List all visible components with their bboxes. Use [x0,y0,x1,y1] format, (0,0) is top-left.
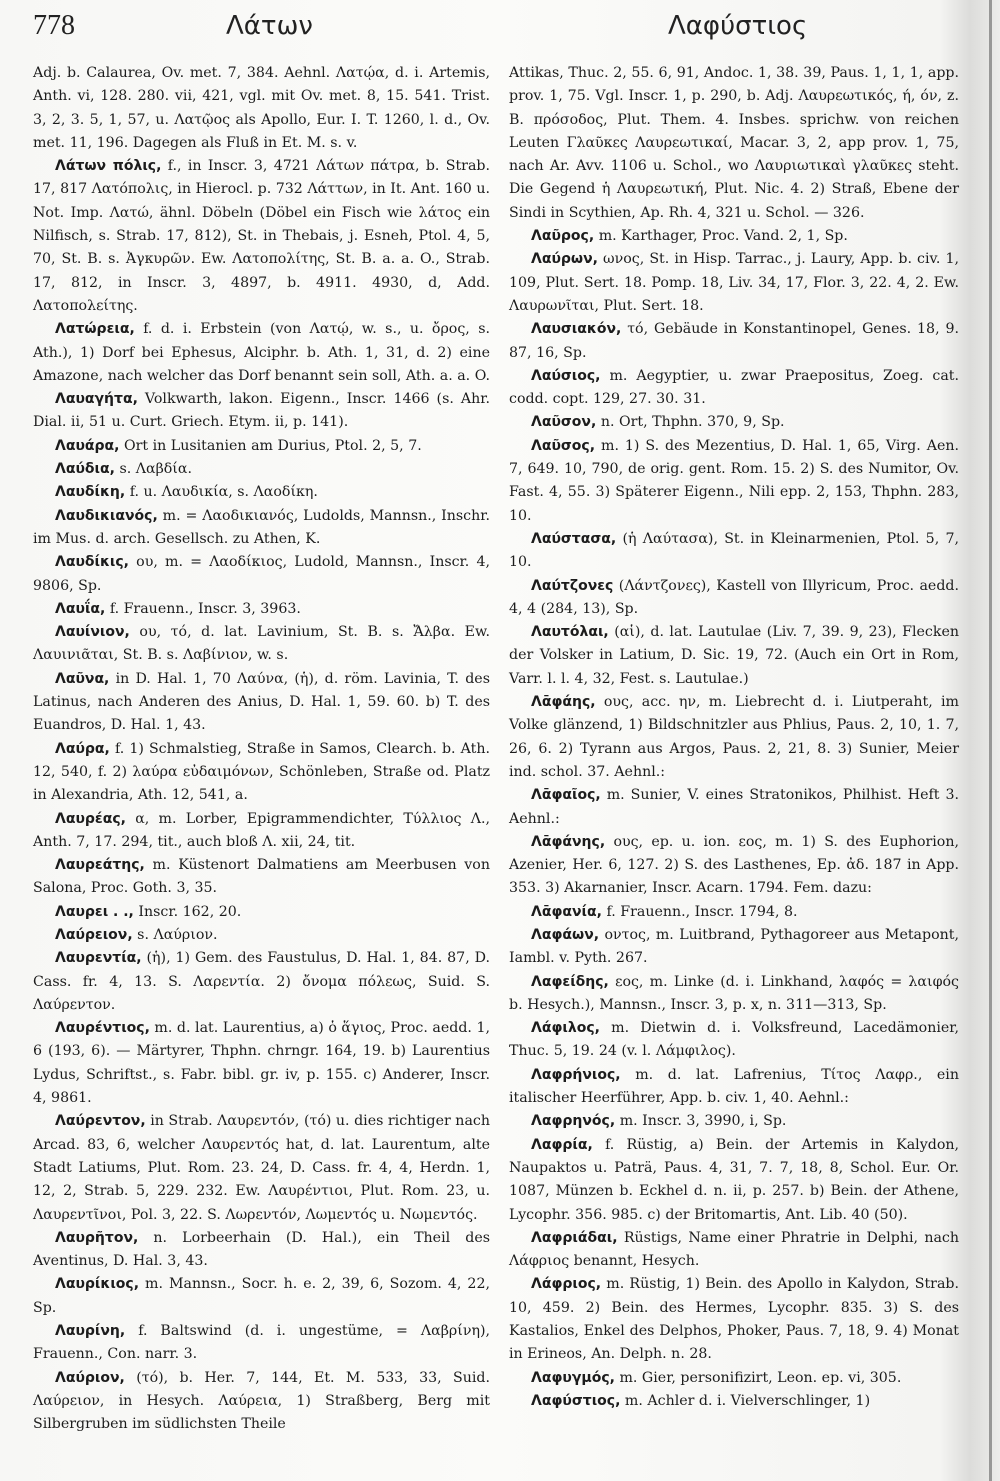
entry-lemma: Λαύρεντον, [55,1113,146,1130]
dictionary-entry [509,225,959,248]
entry-definition: s. Λαβδία. [119,461,192,478]
entry-lemma: Λαυΐα, [55,600,106,617]
page-edge-shadow [989,0,992,1481]
entry-lemma: Λατώρεια, [55,321,135,338]
entry-lemma: Λαυρῆτον, [55,1229,139,1246]
entry-lemma: Λαυρεντία, [55,950,142,967]
entry-definition: m. d. lat. Laurentius, a) ὁ ἅγιος, Proc. aedd. 1, 6 (193, 6). — Märtyrer, Thphn. chrngr. 164, 19. b) Laurentius Lydus, Schriftst., s. Fabr. bibl. gr. iv, p. 155. c) Anderer, Inscr. 4, 9861. [33,1020,490,1107]
entry-lemma: Λᾱφάης, [531,694,596,711]
entry-definition: α, m. Lorber, Epigrammendichter, Τύλλιος Λ., Anth. 7, 17. 294, tit., auch bloß Λ. xii, 24, tit. [33,810,490,850]
dictionary-entry [33,388,490,435]
dictionary-entry [509,365,959,412]
entry-definition: m. 1) S. des Mezentius, D. Hal. 1, 65, Virg. Aen. 7, 649. 10, 790, de orig. gent. Rom. 15. 2) S. des Numitor, Ov. Fast. 4, 55. 3) Späterer Eigenn., Nili epp. 2, 153, Thphn. 283, 10. [509,437,959,524]
entry-lemma: Λαύστασα, [531,530,617,547]
entry-lemma: Λαφρήνιος, [531,1066,621,1083]
entry-definition: ου, τό, d. lat. Lavinium, St. B. s. Ἄλβα. Ew. Λαυινιᾶται, St. B. s. Λαβίνιον, w. s. [33,624,490,664]
entry-lemma: Λαῦσον, [531,414,597,431]
entry-definition: f. 1) Schmalstieg, Straße in Samos, Clearch. b. Ath. 12, 540, f. 2) λαύρα εὐδαιμόνων, Schönleben, Straße od. Platz in Alexandria, Ath. 12, 541, a. [33,740,490,804]
page-number: 778 [33,10,75,41]
entry-definition: f. d. i. Erbstein (von Λατῴ, w. s., u. ὄρος, s. Ath.), 1) Dorf bei Ephesus, Alciphr. b. Ath. 1, 31, d. 2) eine Amazone, nach welcher das Dorf benannt sein soll, Ath. a. a. O. [33,321,491,384]
dictionary-entry [509,901,959,924]
entry-lemma: Λαύριον, [55,1369,125,1386]
entry-definition: (ἡ Λαύτασα), St. in Kleinarmenien, Ptol. 5, 7, 10. [509,530,960,571]
dictionary-entry [33,481,490,504]
entry-lemma: Λαύδια, [55,461,115,478]
dictionary-entry [33,435,490,458]
dictionary-entry [33,668,490,738]
entry-definition: s. Λαύριον. [137,926,218,943]
dictionary-entry [509,1110,959,1133]
dictionary-entry [33,505,490,552]
entry-lemma: Λαυαγήτα, [55,391,138,408]
dictionary-entry [509,1134,959,1227]
entry-definition: (αἱ), d. lat. Lautulae (Liv. 7, 39. 9, 23), Flecken der Volsker in Latium, D. Sic. 19, 72. (Auch ein Ort in Rom, Varr. l. l. 4, 32, Fest. s. Lautulae.) [509,624,960,687]
entry-lemma: Λαυρεάτης, [55,857,145,874]
dictionary-entry [33,947,490,1017]
dictionary-entry [33,738,490,808]
entry-lemma: Λαυρέντιος, [55,1020,150,1037]
dictionary-entry [33,155,490,318]
entry-definition: m. Mannsn., Socr. h. e. 2, 39, 6, Sozom. 4, 22, Sp. [33,1276,490,1316]
entry-definition: εος, m. Linke (d. i. Linkhand, λαφός = λαιφός b. Hesych.), Mannsn., Inscr. 3, p. x, n. 311—313, Sp. [509,973,959,1013]
dictionary-entry [509,831,959,901]
entry-lemma: Λαυίνιον, [55,624,130,641]
dictionary-entry [509,528,959,575]
entry-definition: οντος, m. Luitbrand, Pythagoreer aus Metapont, Iambl. v. Pyth. 267. [509,926,959,967]
entry-definition: m. Karthager, Proc. Vand. 2, 1, Sp. [598,228,848,245]
entry-definition: f. Frauenn., Inscr. 1794, 8. [606,903,798,920]
entry-lemma: Λᾱφανία, [531,903,602,920]
entry-lemma: Λάφιλος, [531,1020,600,1037]
dictionary-entry [509,1367,959,1390]
dictionary-entry [33,1227,490,1274]
entry-lemma: Λαύσιος, [531,367,601,384]
dictionary-entry [509,435,959,528]
entry-lemma: Λαφείδης, [531,973,609,990]
entry-lemma: Λαφριάδαι, [531,1229,618,1246]
entry-lemma: Λαῦνα, [55,670,110,687]
entry-lemma: Λαφρηνός, [531,1113,616,1130]
dictionary-entry [33,808,490,855]
entry-lemma: Λαυσιακόν, [531,321,622,338]
entry-lemma: Λᾱφαῖος, [531,787,601,804]
entry-continuation [33,62,490,155]
dictionary-entry [33,551,490,598]
entry-lemma: Λαυρίνη, [55,1323,126,1340]
dictionary-entry [509,1273,959,1366]
entry-definition: in D. Hal. 1, 70 Λαύνα, (ἡ), d. röm. Lavinia, T. des Latinus, nach Anderen des Anius, D. Hal. 1, 59. 60. b) T. des Euandros, D. Hal. 1, 43. [33,670,490,734]
entry-definition: f., in Inscr. 3, 4721 Λάτων πάτρα, b. Strab. 17, 817 Λατόπολις, in Hierocl. p. 732 Λάττων, in It. Ant. 160 u. Not. Imp. Λατώ, ähnl. Döbeln (Döbel ein Fisch wie λάτος ein Nilfisch, s. Strab. 17, 812), St. in Thebais, j. Esneh, Ptol. 4, 5, 70, St. B. s. Ἀγκυρῶν. Ew. Λατοπολίτης, St. B. a. a. O., Strab. 17, 812, in Inscr. 3, 4897, b. 4911. 4930, d, Add. Λατοπολείτης. [33,158,490,314]
entry-definition: m. Gier, personifizirt, Leon. ep. vi, 305. [619,1369,902,1386]
entry-definition: Inscr. 162, 20. [138,903,242,920]
entry-lemma: Λαφυγμός, [531,1369,615,1386]
dictionary-entry [509,784,959,831]
dictionary-entry [509,1017,959,1064]
dictionary-entry [33,318,490,388]
dictionary-entry [509,924,959,971]
entry-definition: f. Frauenn., Inscr. 3, 3963. [109,600,301,617]
entry-lemma: Λαῦρος, [531,228,595,245]
entry-definition: (ἡ), 1) Gem. des Faustulus, D. Hal. 1, 84. 87, D. Cass. fr. 4, 13. S. Λαρεντία. 2) ὄνομα πόλεως, Suid. S. Λαύρεντον. [33,950,490,1013]
entry-definition: in Strab. Λαυρεντόν, (τό) u. dies richtiger nach Arcad. 83, 6, welcher Λαυρεντός hat, d. lat. Laurentum, alte Stadt Latiums, Plut. Rom. 23. 24, D. Cass. fr. 4, 4, Herdn. 1, 12, 2, Strab. 5, 229. 232. Ew. Λαυρέντιοι, Plut. Rom. 23, u. Λαυρεντῖνοι, Pol. 3, 22. S. Λωρεντόν, Λωμεντός u. Νωμεντός. [33,1113,490,1223]
entry-lemma: Λαφύστιος, [531,1392,621,1409]
dictionary-entry [509,691,959,784]
entry-definition: m. Aegyptier, u. zwar Praepositus, Zoeg. cat. codd. copt. 129, 27. 30. 31. [509,367,959,408]
entry-lemma: Λαυρίκιος, [55,1276,140,1293]
entry-definition: m. d. lat. Lafrenius, Τίτος Λαφρ., ein italischer Heerführer, App. b. civ. 1, 40. Aehnl.: [509,1066,959,1107]
entry-lemma: Λαῦσος, [531,437,596,454]
entry-lemma: Λαυάρα, [55,437,120,454]
entry-lemma: Λάτων πόλις, [55,158,162,175]
entry-lemma: Λᾱφάνης, [531,833,606,850]
entry-definition: ους, acc. ην, m. Liebrecht d. i. Liutperaht, im Volke glänzend, 1) Bildschnitzler aus Phlius, Paus. 2, 10, 1. 7, 26, 6. 2) Tyrann aus Argos, Paus. 2, 21, 8. 3) Sunier, Meier ind. schol. 37. Aehnl.: [509,694,959,780]
entry-lemma: Λαύρων, [531,251,598,268]
running-head-left: Λάτων [226,11,313,41]
entry-definition: (τό), b. Her. 7, 144, Et. M. 533, 33, Suid. Λαύρειον, in Hesych. Λαύρεια, 1) Straßberg, Berg mit Silbergruben im südlichsten Theile [33,1369,490,1433]
entry-lemma: Λαύρα, [55,740,110,757]
running-head-right: Λαφύστιος [668,11,808,41]
dictionary-entry [509,411,959,434]
entry-lemma: Λαφρία, [531,1136,593,1153]
dictionary-entry [509,248,959,318]
entry-lemma: Λαυδικιανός, [55,507,158,524]
entry-definition: m. Inscr. 3, 3990, i, Sp. [619,1113,787,1130]
entry-lemma: Λαυδίκη, [55,484,126,501]
entry-lemma: Λάφριος, [531,1276,602,1293]
dictionary-entry [509,575,959,622]
entry-definition: ους, ep. u. ion. εος, m. 1) S. des Euphorion, Azenier, Her. 6, 127. 2) S. des Lasthenes, Ep. ἀδ. 187 in App. 353. 3) Akarnanier, Inscr. Acarn. 1794. Fem. dazu: [509,833,959,897]
entry-definition: ωνος, St. in Hisp. Tarrac., j. Laury, App. b. civ. 1, 109, Plut. Sert. 18. Pomp. 18, Liv. 34, 17, Flor. 3, 22. 4, 2. Ew. Λαυρωνῖται, Plut. Sert. 18. [509,251,960,314]
entry-definition: Attikas, Thuc. 2, 55. 6, 91, Andoc. 1, 38. 39, Paus. 1, 1, 1, app. prov. 1, 75. Vgl. Inscr. 1, p. 290, b. Adj. Λαυρεωτικός, ή, όν, z. B. πρόσοδος, Plut. Them. 4. Insbes. sprichw. von reichen Leuten Γλαῦκες Λαυρεωτικαί, Macar. 3, 2, app prov. 1, 75, nach Ar. Avv. 1106 u. Schol., wo Λαυριωτικαὶ γλαῦκες steht. Die Gegend ἡ Λαυρεωτική, Plut. Nic. 4. 2) Straß, Ebene der Sindi in Scythien, Ap. Rh. 4, 321 u. Schol. — 326. [509,65,959,221]
dictionary-entry [33,924,490,947]
entry-lemma: Λαυρέας, [55,810,126,827]
dictionary-entry [509,318,959,365]
entry-definition: f. Baltswind (d. i. ungestüme, = Λαβρίνη), Frauenn., Con. narr. 3. [33,1323,491,1363]
entry-definition: Rüstigs, Name einer Phratrie in Delphi, nach Λάφριος benannt, Hesych. [509,1229,959,1270]
left-column [33,62,490,1437]
entry-definition: (Λάντζονες), Kastell von Illyricum, Proc. aedd. 4, 4 (284, 13), Sp. [509,577,959,617]
entry-lemma: Λαυδίκις, [55,554,129,571]
entry-definition: Volkwarth, lakon. Eigenn., Inscr. 1466 (s. Ahr. Dial. ii, 51 u. Curt. Griech. Etym. ii, p. 141). [33,391,490,431]
dictionary-entry [33,1017,490,1110]
entry-definition: m. Küstenort Dalmatiens am Meerbusen von Salona, Proc. Goth. 3, 35. [33,857,490,897]
entry-definition: n. Lorbeerhain (D. Hal.), ein Theil des Aventinus, D. Hal. 3, 43. [33,1229,490,1270]
entry-definition: f. Rüstig, a) Bein. der Artemis in Kalydon, Naupaktos u. Paträ, Paus. 4, 31, 7. 7, 18, 8, Schol. Eur. Or. 1087, Münzen b. Eckhel d. n. ii, p. 257. b) Bein. der Athene, Lycophr. 356. 985. c) der Britomartis, Ant. Lib. 40 (50). [509,1136,960,1223]
dictionary-entry [33,598,490,621]
page-header-right [500,8,960,48]
entry-continuation [509,62,959,225]
dictionary-entry [33,1367,490,1437]
page-header-left [33,8,483,48]
dictionary-entry [33,621,490,668]
dictionary-entry [509,1064,959,1111]
entry-lemma: Λαφάων, [531,926,600,943]
entry-definition: m. Achler d. i. Vielverschlinger, 1) [624,1392,871,1409]
entry-definition: m. = Λαοδικιανός, Ludolds, Mannsn., Inschr. im Mus. d. arch. Gesellsch. zu Athen, K. [33,507,490,547]
entry-definition: f. u. Λαυδικία, s. Λαοδίκη. [129,484,318,501]
entry-definition: m. Rüstig, 1) Bein. des Apollo in Kalydon, Strab. 10, 459. 2) Bein. des Hermes, Lycophr. 835. 3) S. des Kastalios, Enkel des Delphos, Phoker, Paus. 7, 18, 9. 4) Monat in Erineos, An. Delph. n. 28. [509,1276,959,1363]
entry-definition: n. Ort, Thphn. 370, 9, Sp. [600,414,785,431]
entry-definition: m. Dietwin d. i. Volksfreund, Lacedämonier, Thuc. 5, 19. 24 (v. l. Λάμφιλος). [509,1020,959,1060]
dictionary-entry [509,621,959,691]
dictionary-entry [509,1227,959,1274]
entry-lemma: Λαυτόλαι, [531,624,609,641]
entry-lemma: Λαύρειον, [55,926,133,943]
dictionary-entry [509,971,959,1018]
dictionary-entry [33,458,490,481]
entry-definition: Ort in Lusitanien am Durius, Ptol. 2, 5, 7. [124,437,422,454]
entry-lemma: Λαύτζονες [531,577,614,594]
dictionary-entry [33,1273,490,1320]
entry-definition: τό, Gebäude in Konstantinopel, Genes. 18, 9. 87, 16, Sp. [509,321,960,361]
dictionary-entry [33,1320,490,1367]
right-column [509,62,959,1413]
dictionary-entry [33,901,490,924]
entry-definition: ου, m. = Λαοδίκιος, Ludold, Mannsn., Inscr. 4, 9806, Sp. [33,554,490,594]
entry-lemma: Λαυρει . ., [55,903,134,920]
entry-definition: m. Sunier, V. eines Stratonikos, Philhist. Heft 3. Aehnl.: [509,787,959,827]
entry-definition: Adj. b. Calaurea, Ov. met. 7, 384. Aehnl. Λατῴα, d. i. Artemis, Anth. vi, 128. 280. vii, 421, vgl. mit Ov. met. 8, 15. 541. Trist. 3, 2, 3. 5, 1, 57, u. Λατῷος als Apollo, Eur. I. T. 1260, l. d., Ov. met. 11, 196. Dagegen als Fluß in Et. M. s. v. [33,65,490,151]
dictionary-entry [33,1110,490,1226]
dictionary-entry [509,1390,959,1413]
dictionary-entry [33,854,490,901]
